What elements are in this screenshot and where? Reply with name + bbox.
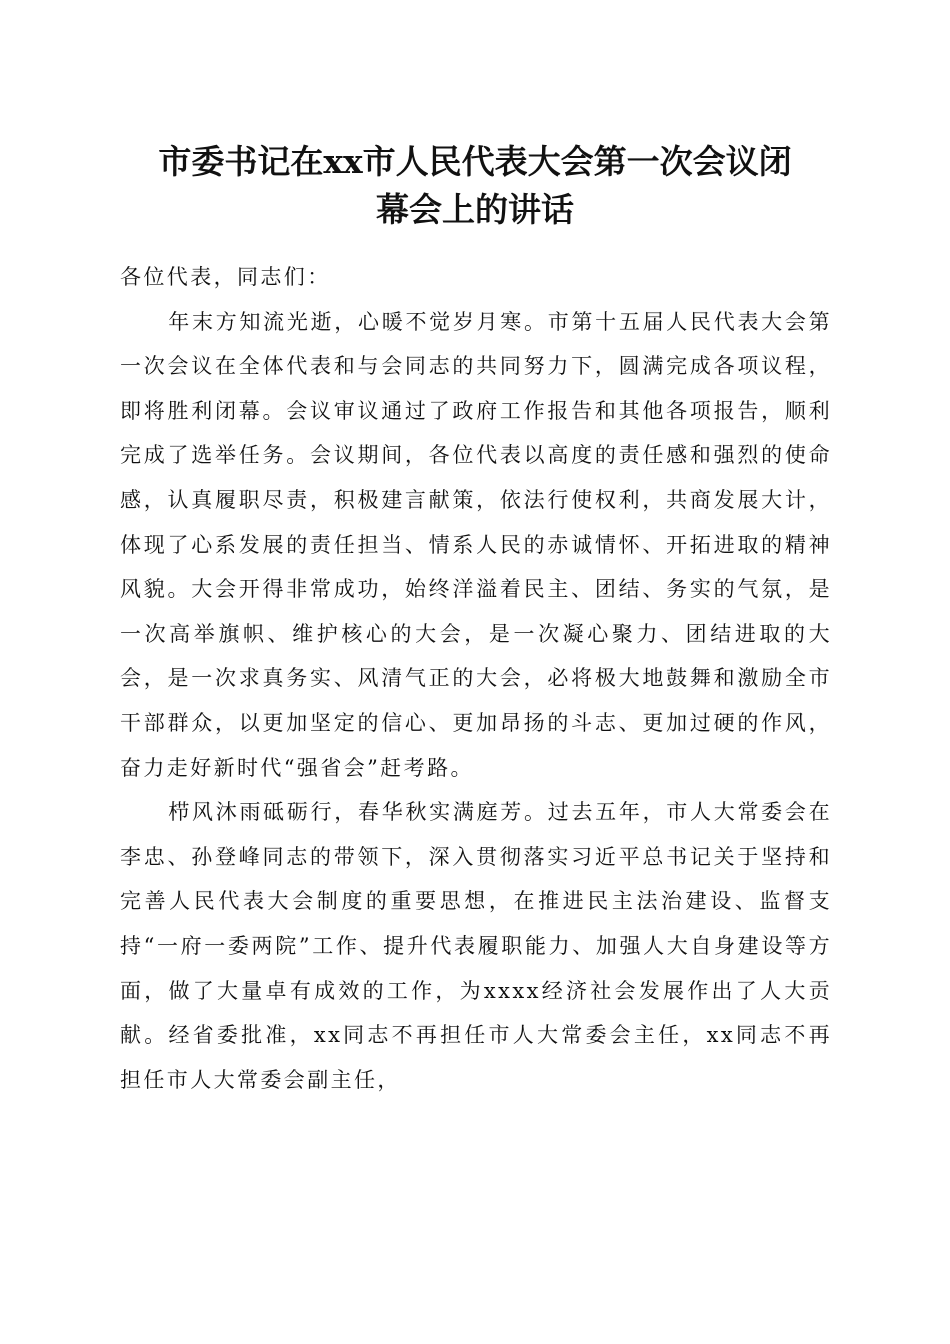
- salutation: 各位代表，同志们：: [120, 265, 331, 289]
- document-title-line-1: 市委书记在xx市人民代表大会第一次会议闭: [158, 142, 792, 181]
- document-body: [120, 255, 832, 1102]
- document-title-line-2: 幕会上的讲话: [376, 190, 574, 229]
- document-title: [100, 138, 850, 234]
- paragraph-1: 年末方知流光逝，心暖不觉岁月寒。市第十五届人民代表大会第一次会议在全体代表和与会同志的共同努力下，圆满完成各项议程，即将胜利闭幕。会议审议通过了政府工作报告和其他各项报告，顺利完成了选举任务。会议期间，各位代表以高度的责任感和强烈的使命感，认真履职尽责，积极建言献策，依法行使权利，共商发展大计，体现了心系发展的责任担当、情系人民的赤诚情怀、开拓进取的精神风貌。大会开得非常成功，始终洋溢着民主、团结、务实的气氛，是一次高举旗帜、维护核心的大会，是一次凝心聚力、团结进取的大会，是一次求真务实、风清气正的大会，必将极大地鼓舞和激励全市干部群众，以更加坚定的信心、更加昂扬的斗志、更加过硬的作风，奋力走好新时代“强省会”赶考路。: [120, 309, 832, 780]
- paragraph-2: 栉风沐雨砥砺行，春华秋实满庭芳。过去五年，市人大常委会在李忠、孙登峰同志的带领下，深入贯彻落实习近平总书记关于坚持和完善人民代表大会制度的重要思想，在推进民主法治建设、监督支持“一府一委两院”工作、提升代表履职能力、加强人大自身建设等方面，做了大量卓有成效的工作，为xxxx经济社会发展作出了人大贡献。经省委批准，xx同志不再担任市人大常委会主任，xx同志不再担任市人大常委会副主任，: [120, 800, 832, 1092]
